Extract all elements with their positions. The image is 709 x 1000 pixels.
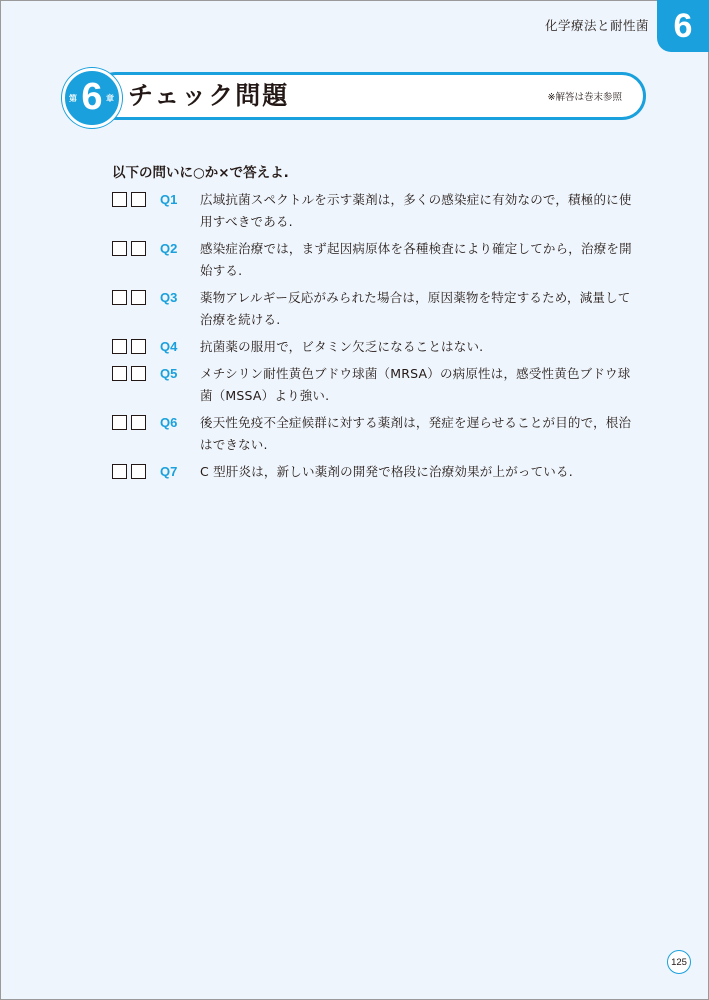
checkbox[interactable] (131, 366, 146, 381)
question-label: Q1 (160, 192, 178, 207)
running-title: 化学療法と耐性菌 (544, 18, 649, 33)
checkbox[interactable] (131, 241, 146, 256)
page-title: チェック問題 (128, 81, 290, 110)
checkbox[interactable] (112, 415, 127, 430)
answer-boxes (112, 461, 152, 479)
question-label: Q5 (160, 366, 178, 381)
checkbox[interactable] (112, 464, 127, 479)
checkbox[interactable] (131, 290, 146, 305)
question-text: 抗菌薬の服用で，ビタミン欠乏になることはない. (200, 339, 484, 354)
question-list (112, 189, 642, 488)
checkbox[interactable] (131, 415, 146, 430)
question-label: Q2 (160, 241, 178, 256)
checkbox[interactable] (112, 192, 127, 207)
question-text: 感染症治療では，まず起因病原体を各種検査により確定してから，治療を開始する. (200, 241, 632, 278)
answer-boxes (112, 238, 152, 256)
chapter-tab: 6 (657, 0, 709, 52)
question-item (112, 363, 642, 407)
checkbox[interactable] (131, 339, 146, 354)
checkbox[interactable] (131, 464, 146, 479)
question-item (112, 189, 642, 233)
question-text: メチシリン耐性黄色ブドウ球菌（MRSA）の病原性は，感受性黄色ブドウ球菌（MSSA）より強い. (200, 366, 631, 403)
chapter-suffix: 章 (106, 94, 114, 103)
question-item (112, 336, 642, 358)
question-item (112, 238, 642, 282)
checkbox[interactable] (112, 290, 127, 305)
chapter-badge (62, 68, 122, 128)
question-label: Q6 (160, 415, 178, 430)
answer-boxes (112, 336, 152, 354)
question-item (112, 461, 642, 483)
chapter-prefix: 第 (69, 94, 77, 103)
question-label: Q3 (160, 290, 178, 305)
question-label: Q4 (160, 339, 178, 354)
page-number: 125 (667, 950, 691, 974)
checkbox[interactable] (131, 192, 146, 207)
chapter-number: 6 (81, 76, 103, 118)
answer-boxes (112, 412, 152, 430)
title-banner (62, 72, 644, 120)
answer-note: ※解答は巻末参照 (547, 92, 622, 103)
answer-boxes (112, 189, 152, 207)
instruction: 以下の問いに○か×で答えよ. (112, 165, 289, 181)
question-item (112, 287, 642, 331)
question-item (112, 412, 642, 456)
answer-boxes (112, 287, 152, 305)
question-label: Q7 (160, 464, 178, 479)
checkbox[interactable] (112, 339, 127, 354)
question-text: 薬物アレルギー反応がみられた場合は，原因薬物を特定するため，減量して治療を続ける. (200, 290, 631, 327)
checkbox[interactable] (112, 241, 127, 256)
question-text: 後天性免疫不全症候群に対する薬剤は，発症を遅らせることが目的で，根治はできない. (200, 415, 632, 452)
question-text: 広域抗菌スペクトルを示す薬剤は，多くの感染症に有効なので，積極的に使用すべきである. (200, 192, 632, 229)
question-text: C 型肝炎は，新しい薬剤の開発で格段に治療効果が上がっている. (200, 464, 573, 479)
checkbox[interactable] (112, 366, 127, 381)
answer-boxes (112, 363, 152, 381)
